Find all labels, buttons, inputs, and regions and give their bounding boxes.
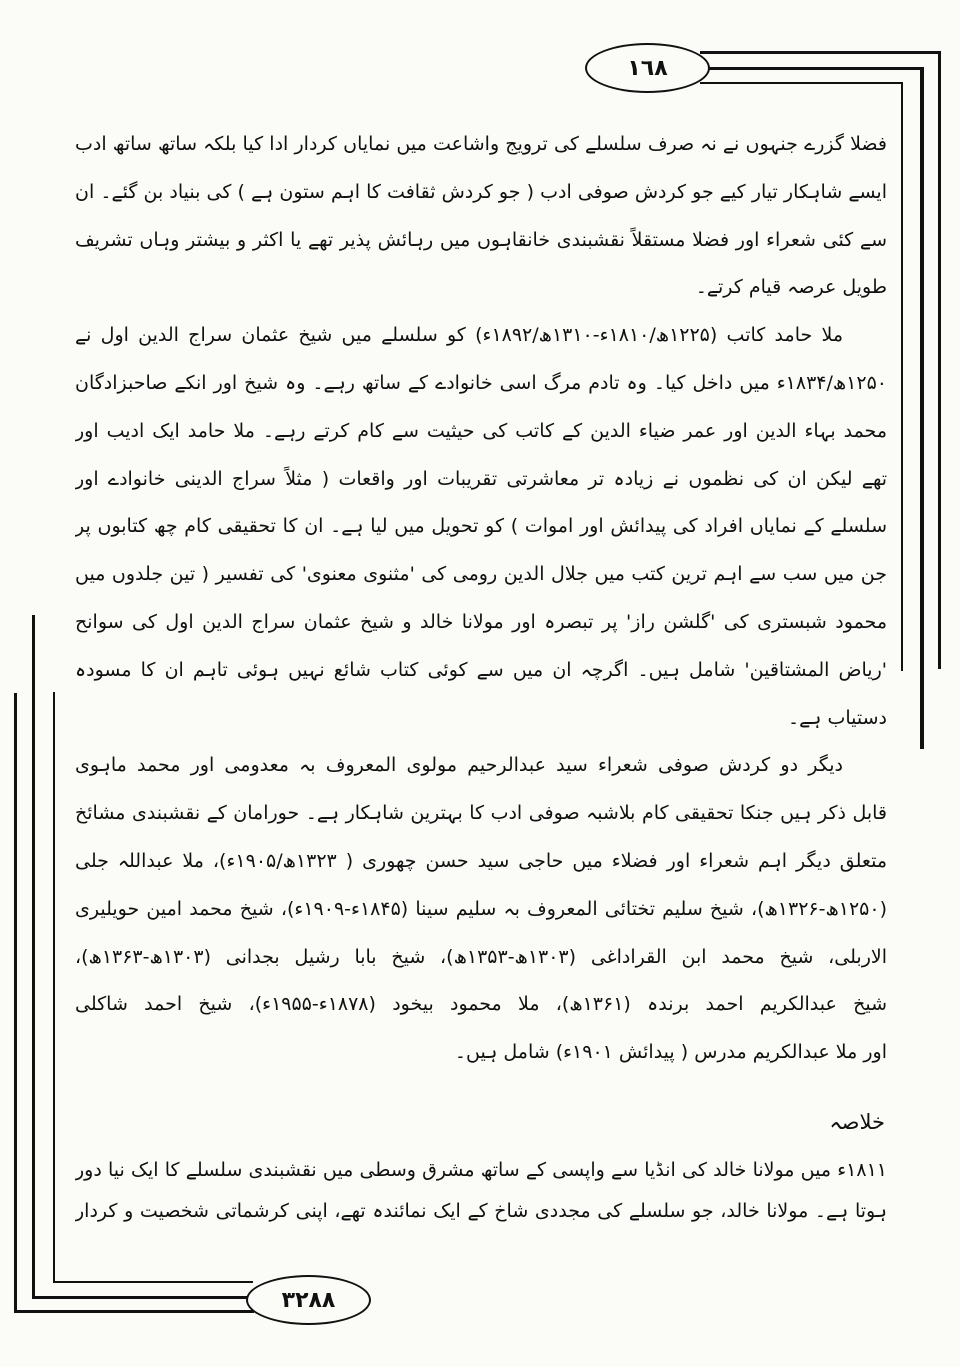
text-line: متعلق دیگر اہم شعراء اور فضلاء میں حاجی سید حسن چھوری ( ۱۳۲۳ھ/۱۹۰۵ء)، ملا عبداللہ جلی <box>75 849 887 872</box>
frame-top-inner <box>700 82 903 84</box>
text-line: سے کئی شعراء اور فضلا مستقلاً نقشبندی خانقاہوں میں رہائش پذیر تھے یا اکثر و بیشتر وہاں تشریف <box>75 228 887 251</box>
frame-top-middle <box>700 67 923 70</box>
frame-right-middle <box>920 67 924 749</box>
top-page-number: ١٦٨ <box>585 43 710 93</box>
text-line: قابل ذکر ہیں جنکا تحقیقی کام بلاشبہ صوفی ادب کا بہترین شاہکار ہے۔ حورامان کے نقشبندی مشائخ <box>75 802 887 825</box>
section-heading: خلاصہ <box>829 1110 885 1134</box>
text-line: الاربلی، شیخ محمد ابن القراداغی (۱۳۰۳ھ-۱۳۵۳ھ)، شیخ بابا رشیل بجدانی (۱۳۰۳ھ-۱۳۶۳ھ)، <box>75 945 887 968</box>
frame-bottom-outer <box>14 1310 254 1313</box>
frame-right-inner <box>901 82 903 671</box>
text-line: محمود شبستری کی 'گلشن راز' پر تبصرہ اور مولانا خالد و شیخ عثمان سراج الدین اول کی سوانح <box>75 610 887 633</box>
text-line: فضلا گزرے جنہوں نے نہ صرف سلسلے کی ترویج واشاعت میں نمایاں کردار ادا کیا بلکہ ساتھ ساتھ ادب <box>75 133 887 155</box>
text-line: 'ریاض المشتاقین' شامل ہیں۔ اگرچہ ان میں سے کوئی کتاب شائع نہیں ہوئی تاہم ان کا مسودہ <box>75 658 887 681</box>
frame-bottom-inner <box>53 1281 253 1283</box>
text-line: دیگر دو کردش صوفی شعراء سید عبدالرحیم مولوی المعروف بہ معدومی اور محمد ماہوی <box>75 754 843 777</box>
frame-top-outer <box>700 51 941 54</box>
text-line: (۱۲۵۰ھ-۱۳۲۶ھ)، شیخ سلیم تختائی المعروف بہ سلیم سینا (۱۸۴۵ء-۱۹۰۹ء)، شیخ محمد امین حویلیری <box>75 897 887 920</box>
frame-left-inner <box>53 692 55 1282</box>
text-line: محمد بہاء الدین اور عمر ضیاء الدین کے کاتب کی حیثیت سے کام کرتے رہے۔ ملا حامد ایک ادیب اور <box>75 419 887 442</box>
text-line: شیخ عبدالکریم احمد برندہ (۱۳۶۱ھ)، ملا محمود بیخود (۱۸۷۸ء-۱۹۵۵ء)، شیخ احمد شاکلی <box>75 993 887 1016</box>
text-line: جن میں سب سے اہم ترین کتب میں جلال الدین رومی کی 'مثنوی معنوی' کی تفسیر ( تین جلدوں میں <box>75 563 887 586</box>
text-line: ۱۸۱۱ء میں مولانا خالد کی انڈیا سے واپسی کے ساتھ مشرق وسطی میں نقشبندی سلسلے کا ایک نیا دور <box>75 1159 887 1181</box>
frame-bottom-middle <box>32 1296 254 1299</box>
text-line: دستیاب ہے۔ <box>788 706 887 729</box>
frame-left-middle <box>32 615 35 1299</box>
frame-right-outer <box>938 51 941 669</box>
text-line: اور ملا عبدالکریم مدرس ( پیدائش ۱۹۰۱ء) شامل ہیں۔ <box>454 1041 887 1064</box>
text-line: سلسلے کے نمایاں افراد کی پیدائش اور اموات ) کو تحویل میں لیا ہے۔ ان کا تحقیقی کام چھ کتابوں پر <box>75 515 887 538</box>
summary-text <box>75 1150 887 1232</box>
text-line: ۱۲۵۰ھ/۱۸۳۴ء میں داخل کیا۔ وہ تادم مرگ اسی خانوادے کے ساتھ رہے۔ وہ شیخ اور انکے صاحبزادگان <box>75 371 887 394</box>
text-line: ملا حامد کاتب (۱۲۲۵ھ/۱۸۱۰ء-۱۳۱۰ھ/۱۸۹۲ء) کو سلسلے میں شیخ عثمان سراج الدین اول نے <box>75 324 843 347</box>
text-line: ہوتا ہے۔ مولانا خالد، جو سلسلے کی مجددی شاخ کے ایک نمائندہ تھے، اپنی کرشماتی شخصیت و کردار <box>75 1200 887 1222</box>
text-line: تھے لیکن ان کی نظموں نے زیادہ تر معاشرتی تقریبات اور واقعات ( مثلاً سراج الدینی خانوادے اور <box>75 467 887 490</box>
body-text <box>75 121 887 1077</box>
frame-left-outer <box>14 693 17 1313</box>
bottom-page-number: ٣٢٨٨ <box>246 1275 371 1325</box>
text-line: طویل عرصہ قیام کرتے۔ <box>695 276 887 299</box>
text-line: ایسے شاہکار تیار کیے جو کردش صوفی ادب ( جو کردش ثقافت کا اہم ستون ہے ) کی بنیاد بن گئے۔ ان <box>75 180 887 203</box>
